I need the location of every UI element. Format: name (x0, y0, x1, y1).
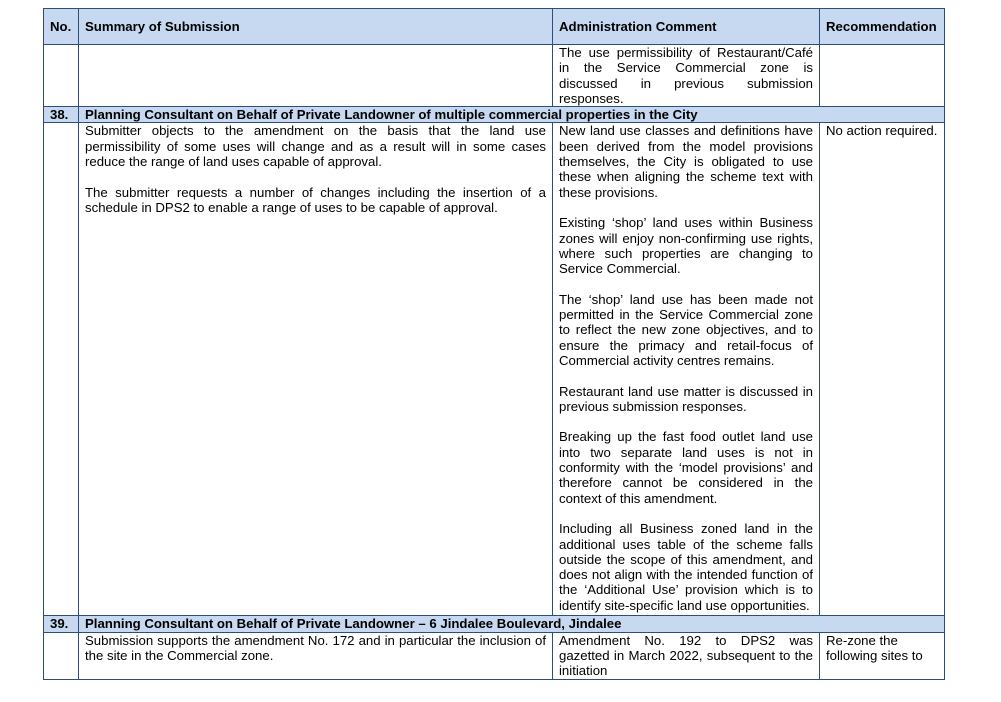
submission-title: Planning Consultant on Behalf of Private Landowner – 6 Jindalee Boulevard, Jindalee (79, 616, 945, 632)
comment-paragraph: New land use classes and definitions have been derived from the model provisions themselves, the City is obligated to use these when aligning the scheme text with these provisions. (559, 123, 813, 200)
header-row (44, 9, 945, 45)
cell-comment (553, 123, 820, 616)
comment-paragraph: Breaking up the fast food outlet land use into two separate land uses is not in conformity with the ‘model provisions’ and therefore cannot be considered in the context of this amendment. (559, 429, 813, 506)
comment-paragraph: Amendment No. 192 to DPS2 was gazetted in March 2022, subsequent to the initiation (559, 632, 813, 679)
cell-comment (553, 632, 820, 679)
header-recommendation: Recommendation (820, 9, 945, 45)
cell-recommendation: Re-zone the following sites to (820, 632, 945, 679)
header-no: No. (44, 9, 79, 45)
comment-paragraph: The use permissibility of Restaurant/Café in the Service Commercial zone is discussed in previous submission responses. (559, 45, 813, 106)
cell-no (44, 123, 79, 616)
comment-paragraph: Including all Business zoned land in the additional uses table of the scheme falls outside the scope of this amendment, and does not align with the intended function of the ‘Additional Use’ provision which is to identify site-specific land use opportunities. (559, 521, 813, 613)
cell-no (44, 632, 79, 679)
submission-row (44, 632, 945, 679)
submission-row (44, 123, 945, 616)
cell-summary (79, 632, 553, 679)
cell-summary (79, 45, 553, 107)
summary-paragraph: Submitter objects to the amendment on the basis that the land use permissibility of some uses will change and as a result will in some cases reduce the range of land uses capable of approval. (85, 123, 546, 170)
header-summary: Summary of Submission (79, 9, 553, 45)
submission-number: 39. (44, 616, 79, 632)
cell-recommendation: No action required. (820, 123, 945, 616)
summary-paragraph: The submitter requests a number of changes including the insertion of a schedule in DPS2 to enable a range of uses to be capable of approval. (85, 184, 546, 215)
comment-paragraph: Restaurant land use matter is discussed in previous submission responses. (559, 383, 813, 414)
submission-title-row (44, 616, 945, 632)
cell-no (44, 45, 79, 107)
cell-summary (79, 123, 553, 616)
submissions-table (43, 8, 945, 680)
cell-recommendation (820, 45, 945, 107)
comment-paragraph: The ‘shop’ land use has been made not permitted in the Service Commercial zone to reflect the new zone objectives, and to ensure the primacy and retail-focus of Commercial activity centres remains. (559, 291, 813, 368)
summary-paragraph: Submission supports the amendment No. 172 and in particular the inclusion of the site in the Commercial zone. (85, 632, 546, 664)
submission-title-row (44, 107, 945, 123)
comment-paragraph: Existing ‘shop’ land uses within Business zones will enjoy non-confirming use rights, where such properties are changing to Service Commercial. (559, 215, 813, 277)
header-comment: Administration Comment (553, 9, 820, 45)
cell-comment (553, 45, 820, 107)
continued-row (44, 45, 945, 107)
submission-number: 38. (44, 107, 79, 123)
submission-title: Planning Consultant on Behalf of Private Landowner of multiple commercial properties in the City (79, 107, 945, 123)
